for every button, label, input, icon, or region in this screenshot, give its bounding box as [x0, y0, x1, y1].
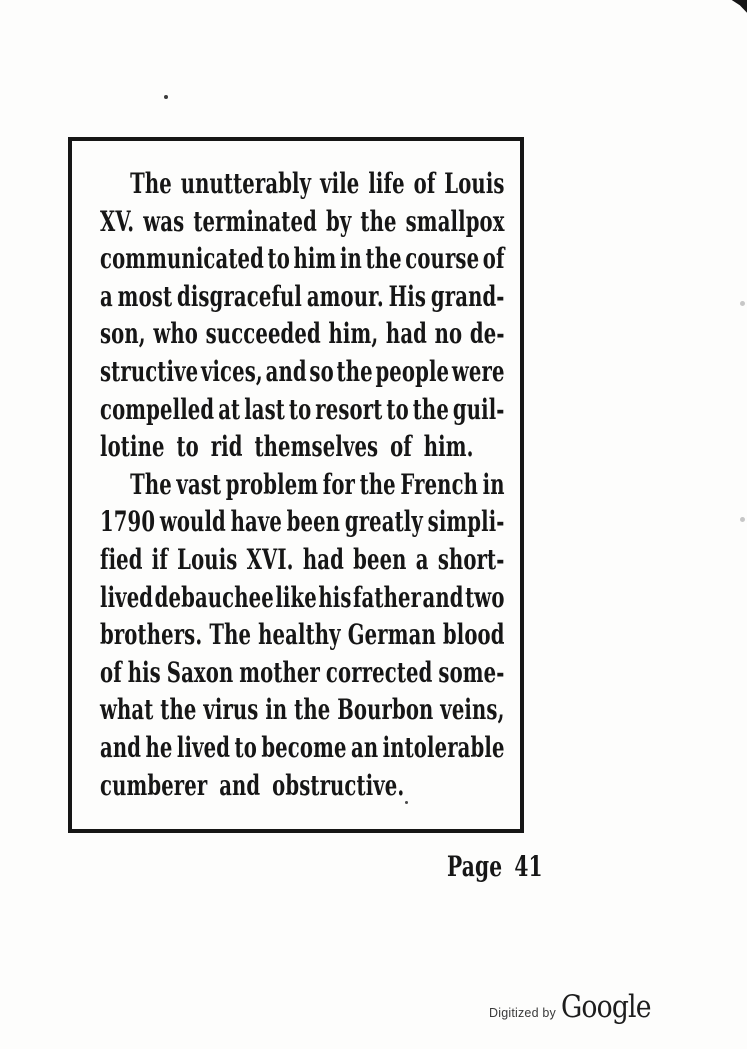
word: a — [100, 279, 113, 313]
word: at — [218, 392, 241, 426]
text-line: cumberer and obstructive. — [100, 768, 405, 802]
word: of — [482, 242, 505, 276]
word: 1790 — [100, 505, 156, 539]
word: and — [100, 730, 142, 764]
word: an — [350, 730, 379, 764]
word: no — [434, 317, 463, 351]
word: problem — [225, 467, 319, 501]
word: His — [388, 279, 427, 313]
word: his — [127, 655, 161, 689]
word: The — [209, 618, 252, 652]
google-logo: Google — [561, 989, 651, 1025]
word: German — [347, 618, 436, 652]
word: most — [117, 279, 173, 313]
word: smallpox — [405, 204, 505, 238]
word: been — [286, 505, 341, 539]
word: him, — [328, 317, 379, 351]
word: the — [365, 242, 402, 276]
word: course — [405, 242, 480, 276]
word: if — [151, 542, 168, 576]
text-line — [100, 541, 505, 579]
word: to — [234, 730, 257, 764]
word: the — [360, 204, 397, 238]
word: intolerable — [382, 730, 505, 764]
word: structive — [100, 354, 199, 388]
word: amour. — [306, 279, 384, 313]
word: healthy — [258, 618, 341, 652]
scan-corner-mark — [729, 0, 747, 15]
word: veins, — [440, 693, 505, 727]
text-line: lotine to rid themselves of him. — [100, 430, 474, 464]
word: of — [100, 655, 122, 689]
text-line — [100, 203, 505, 241]
word: lived — [100, 580, 154, 614]
word: so — [309, 354, 334, 388]
word: been — [353, 542, 407, 576]
word: had — [385, 317, 428, 351]
word: unutterably — [180, 167, 312, 200]
word: of — [413, 167, 436, 200]
scan-speck — [740, 301, 745, 306]
word: vices, — [200, 354, 263, 388]
text-lines — [100, 165, 505, 804]
word: communicated — [100, 242, 264, 276]
word: his — [318, 580, 352, 614]
word: resort — [315, 392, 383, 426]
word: vast — [176, 467, 222, 501]
word: the — [294, 693, 331, 727]
text-line — [100, 391, 505, 429]
word: vile — [320, 167, 360, 200]
word: were — [451, 354, 505, 388]
word: become — [261, 730, 347, 764]
digitized-by-watermark — [489, 989, 665, 1025]
word: The — [130, 467, 172, 501]
word: Bourbon — [337, 693, 434, 727]
word: for — [322, 467, 356, 501]
scan-speck — [164, 95, 168, 99]
word: the — [359, 467, 396, 501]
text-line — [100, 729, 505, 767]
word: son, — [100, 317, 146, 351]
word: de- — [469, 317, 505, 351]
word: last — [244, 392, 285, 426]
scan-speck — [740, 517, 745, 522]
word: what — [100, 693, 154, 727]
digitized-by-text: Digitized by — [489, 1006, 557, 1020]
word: people — [375, 354, 450, 388]
word: in — [265, 693, 288, 727]
word: a — [415, 542, 429, 576]
text-line — [100, 503, 505, 541]
text-line — [100, 691, 505, 729]
word: terminated — [193, 204, 317, 238]
word: guil- — [452, 392, 505, 426]
quotation-box — [68, 137, 524, 833]
text-line — [100, 353, 505, 391]
word: Saxon — [166, 655, 234, 689]
word: in — [482, 467, 505, 501]
word: corrected — [325, 655, 433, 689]
word: some- — [438, 655, 505, 689]
word: by — [325, 204, 352, 238]
word: who — [153, 317, 198, 351]
text-line — [100, 579, 505, 617]
word: he — [145, 730, 173, 764]
word: The — [130, 167, 172, 200]
word: brothers. — [100, 618, 203, 652]
word: and — [265, 354, 307, 388]
word: him — [293, 242, 337, 276]
word: blood — [442, 618, 505, 652]
word: fied — [100, 542, 143, 576]
word: lived — [176, 730, 231, 764]
word: virus — [203, 693, 259, 727]
word: would — [159, 505, 226, 539]
word: Louis — [444, 167, 505, 200]
text-line — [100, 278, 505, 316]
word: and — [422, 580, 464, 614]
text-line — [100, 466, 505, 504]
word: two — [465, 580, 505, 614]
word: to — [267, 242, 290, 276]
text-line — [100, 315, 505, 353]
word: XVI. — [246, 542, 294, 576]
text-line — [100, 616, 505, 654]
word: have — [230, 505, 282, 539]
page-number-label: Page 41 — [447, 850, 543, 883]
word: was — [143, 204, 185, 238]
word: Louis — [177, 542, 238, 576]
word: French — [400, 467, 479, 501]
word: the — [160, 693, 197, 727]
word: to — [386, 392, 409, 426]
word: father — [352, 580, 422, 614]
word: simpli- — [427, 505, 505, 539]
word: life — [368, 167, 405, 200]
word: succeeded — [205, 317, 321, 351]
word: debauchee — [154, 580, 274, 614]
text-line — [100, 165, 505, 203]
word: grand- — [430, 279, 505, 313]
word: short- — [437, 542, 505, 576]
text-line — [100, 654, 505, 692]
word: the — [336, 354, 373, 388]
word: XV. — [100, 204, 135, 238]
word: to — [288, 392, 312, 426]
word: had — [302, 542, 344, 576]
word: in — [339, 242, 362, 276]
word: the — [412, 392, 449, 426]
word: compelled — [100, 392, 215, 426]
word: disgraceful — [177, 279, 302, 313]
word: like — [275, 580, 317, 614]
text-line — [100, 240, 505, 278]
word: greatly — [344, 505, 423, 539]
word: mother — [239, 655, 321, 689]
